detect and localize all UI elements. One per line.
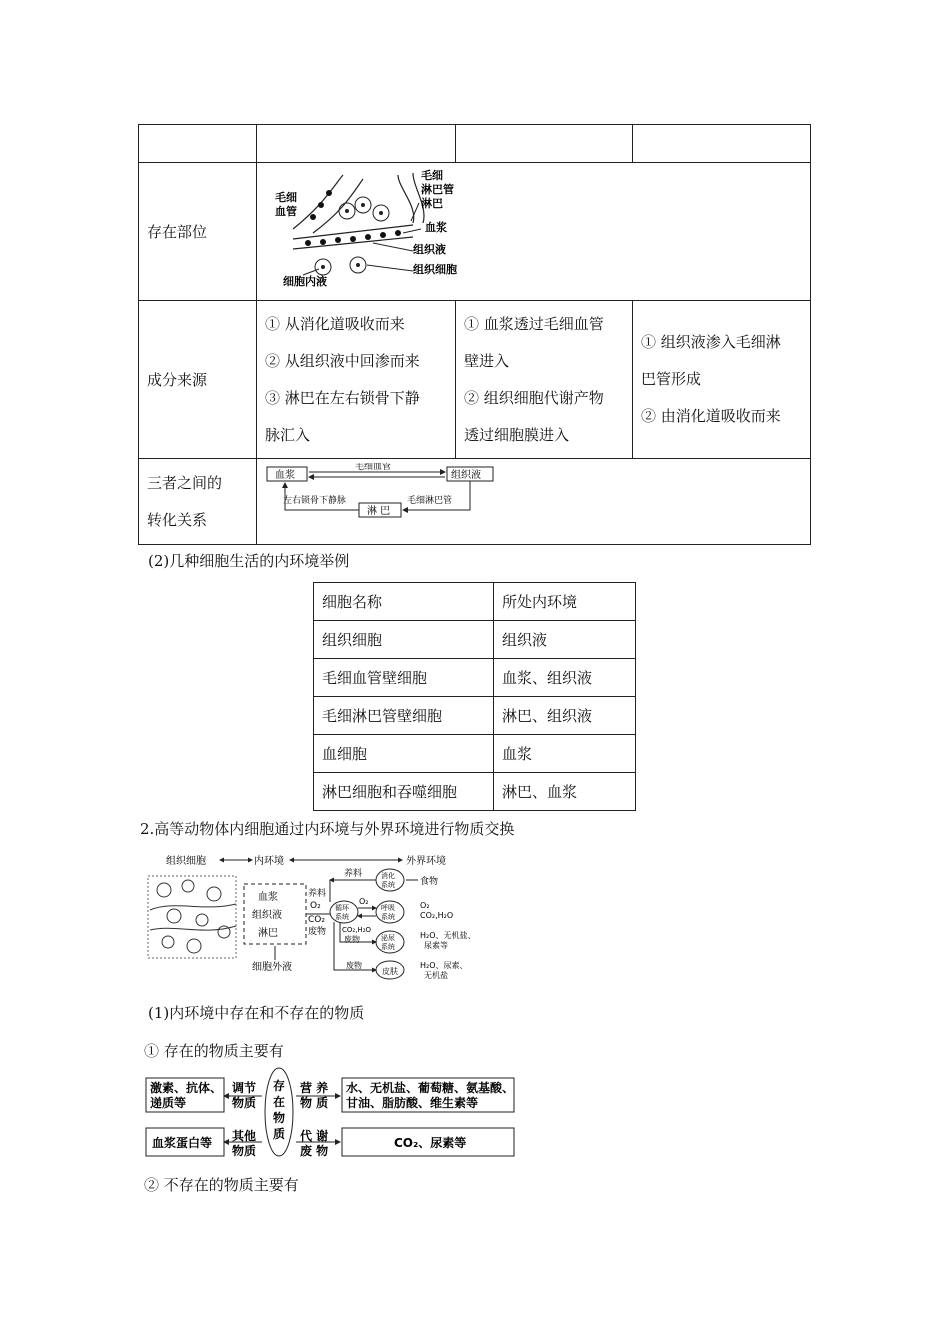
ex-skin: 皮肤: [382, 967, 398, 976]
ex-resp-1: 呼吸: [381, 904, 395, 912]
ex-nutrient: 养料: [308, 889, 327, 899]
ex-waste3: 废物: [346, 961, 362, 970]
table-cell: 组织细胞: [314, 621, 494, 659]
rel-lymph: 淋 巴: [367, 506, 391, 517]
table-cell: 组织液: [494, 621, 636, 659]
source-line: 壁进入: [464, 351, 510, 370]
ex-resp-out: CO₂,H₂O: [420, 911, 454, 920]
table-header-row: [314, 583, 636, 621]
ex-resp-o2: O₂: [420, 901, 430, 910]
relation-figure-cell: [257, 459, 811, 545]
source-line: ③ 淋巴在左右锁骨下静: [265, 388, 420, 407]
table-cell: 血浆、组织液: [494, 659, 636, 697]
lymph-source-cell: [257, 301, 456, 459]
ex-o2: O₂: [310, 901, 321, 911]
row-label-source: 成分来源: [139, 301, 257, 459]
plasma-source-cell: [456, 301, 633, 459]
sub-center-4: 质: [273, 1127, 286, 1141]
rel-subclavian: 左右锁骨下静脉: [283, 496, 347, 506]
sub-regulate-2: 物质: [232, 1096, 257, 1110]
relation-label-line2: 转化关系: [147, 510, 208, 529]
table-cell: [633, 125, 811, 163]
ex-urine-out1: H₂O、无机盐、: [420, 931, 476, 940]
source-line: 脉汇入: [265, 425, 311, 444]
table-cell: [257, 125, 456, 163]
table-cell: 毛细淋巴管壁细胞: [314, 697, 494, 735]
label-lymph-cap2: 淋巴管: [421, 183, 454, 196]
label-plasma: 血浆: [425, 221, 447, 234]
rel-lymph-capillary: 毛细淋巴管: [407, 496, 453, 506]
ex-plasma: 血浆: [258, 892, 278, 903]
substances-diagram: [144, 1066, 518, 1166]
table-row: [314, 621, 636, 659]
sub-hormones-1: 激素、抗体、: [150, 1081, 223, 1095]
ex-extracellular: 细胞外液: [252, 962, 292, 973]
tissue-source-cell: [633, 301, 811, 459]
location-figure-cell: [257, 163, 811, 301]
table-cell: 血细胞: [314, 735, 494, 773]
ex-o2-b: O₂: [359, 897, 369, 906]
row-label-location: 存在部位: [139, 163, 257, 301]
sub-nutrients-1: 营 养: [300, 1081, 329, 1095]
table-header-row: [139, 125, 811, 163]
sub1-item1: ① 存在的物质主要有: [144, 1042, 284, 1060]
table-row: [139, 163, 811, 301]
table-cell: [139, 125, 257, 163]
ex-nutrient2: 养料: [344, 869, 363, 879]
fluid-comparison-table: [138, 124, 811, 545]
ex-skin-out2: 无机盐: [424, 971, 448, 980]
source-line: ① 组织液渗入毛细淋: [641, 333, 781, 351]
rel-tissue-fluid: 组织液: [451, 470, 481, 481]
sub-hormones-2: 递质等: [150, 1096, 187, 1110]
sub-plasma-protein: 血浆蛋白等: [152, 1136, 213, 1150]
table-row: [314, 697, 636, 735]
table-cell: 毛细血管壁细胞: [314, 659, 494, 697]
ex-urin-1: 泌尿: [381, 934, 395, 942]
sub-nutrients-2: 物 质: [300, 1096, 329, 1110]
source-line: ② 由消化道吸收而来: [641, 407, 781, 425]
ex-urin-2: 系统: [381, 943, 395, 951]
sub-regulate-1: 调节: [232, 1081, 257, 1095]
label-lymph-cap1: 毛细: [421, 169, 443, 182]
ex-skin-out1: H₂O、尿素、: [420, 961, 468, 970]
source-line: 透过细胞膜进入: [464, 425, 570, 444]
label-vessel: 血管: [275, 205, 297, 218]
ex-co2: CO₂: [308, 915, 325, 925]
exchange-heading: 2.高等动物体内细胞通过内环境与外界环境进行物质交换: [140, 820, 515, 838]
ex-food: 食物: [420, 877, 439, 887]
rel-plasma: 血浆: [275, 470, 295, 481]
row-label-relation: [139, 459, 257, 545]
material-exchange-diagram: [144, 850, 484, 982]
sub-center-3: 物: [273, 1111, 286, 1125]
sub-other-2: 物质: [232, 1144, 257, 1158]
table-row: [139, 459, 811, 545]
cell-environment-table: [313, 582, 636, 811]
source-line: ① 从消化道吸收而来: [265, 314, 405, 333]
sub-center-2: 在: [273, 1095, 286, 1109]
sub-metabolic-1: 代 谢: [300, 1129, 329, 1143]
fluid-location-diagram: [263, 167, 493, 291]
ex-dig-2: 系统: [381, 881, 395, 889]
source-line: ② 从组织液中回渗而来: [265, 351, 420, 370]
ex-waste: 废物: [308, 927, 327, 937]
sub-other-1: 其他: [232, 1129, 257, 1143]
ex-internal-env: 内环境: [254, 856, 284, 867]
ex-dig-1: 消化: [381, 872, 395, 880]
table-cell: [456, 125, 633, 163]
table-cell: 淋巴细胞和吞噬细胞: [314, 773, 494, 811]
sub1-item2: ② 不存在的物质主要有: [144, 1176, 299, 1194]
label-lymph: 淋巴: [421, 197, 443, 210]
ex-circ-2: 系统: [335, 913, 349, 921]
column-header: 细胞名称: [314, 583, 494, 621]
ex-circ-1: 循环: [335, 904, 349, 912]
sub-waste-list: CO₂、尿素等: [394, 1136, 467, 1150]
sub-nutrient-list-2: 甘油、脂肪酸、维生素等: [346, 1096, 479, 1110]
ex-co2h2o: CO₂,H₂O: [342, 926, 372, 934]
source-line: 巴管形成: [641, 370, 702, 388]
label-tissue-fluid: 组织液: [413, 243, 446, 256]
ex-urine-out2: 尿素等: [424, 941, 448, 950]
ex-waste2: 废物: [344, 935, 360, 944]
ex-tissue-fluid: 组织液: [252, 910, 282, 921]
relation-label-line1: 三者之间的: [147, 473, 223, 492]
sub-center-1: 存: [273, 1079, 286, 1093]
sub1-heading: (1)内环境中存在和不存在的物质: [148, 1004, 365, 1022]
table-cell: 淋巴、组织液: [494, 697, 636, 735]
table-cell: 血浆: [494, 735, 636, 773]
table-row: [314, 659, 636, 697]
sub-metabolic-2: 废 物: [300, 1144, 329, 1158]
label-intracellular: 细胞内液: [283, 275, 327, 288]
table-cell: 淋巴、血浆: [494, 773, 636, 811]
source-line: ② 组织细胞代谢产物: [464, 388, 604, 407]
source-line: ① 血浆透过毛细血管: [464, 314, 604, 333]
fluid-relation-diagram: [265, 463, 505, 523]
ex-external-env: 外界环境: [406, 856, 446, 867]
label-tissue-cell: 组织细胞: [413, 263, 457, 276]
table-row: [314, 735, 636, 773]
rel-capillary-wall: 毛细血管: [355, 463, 392, 472]
table-row: [314, 773, 636, 811]
column-header: 所处内环境: [494, 583, 636, 621]
section2-heading: (2)几种细胞生活的内环境举例: [148, 552, 350, 570]
sub-nutrient-list-1: 水、无机盐、葡萄糖、氨基酸、: [346, 1081, 515, 1095]
ex-resp-2: 系统: [381, 913, 395, 921]
ex-lymph: 淋巴: [258, 928, 278, 939]
table-row: [139, 301, 811, 459]
label-capillary: 毛细: [275, 191, 297, 204]
ex-tissue-cell: 组织细胞: [166, 856, 206, 867]
